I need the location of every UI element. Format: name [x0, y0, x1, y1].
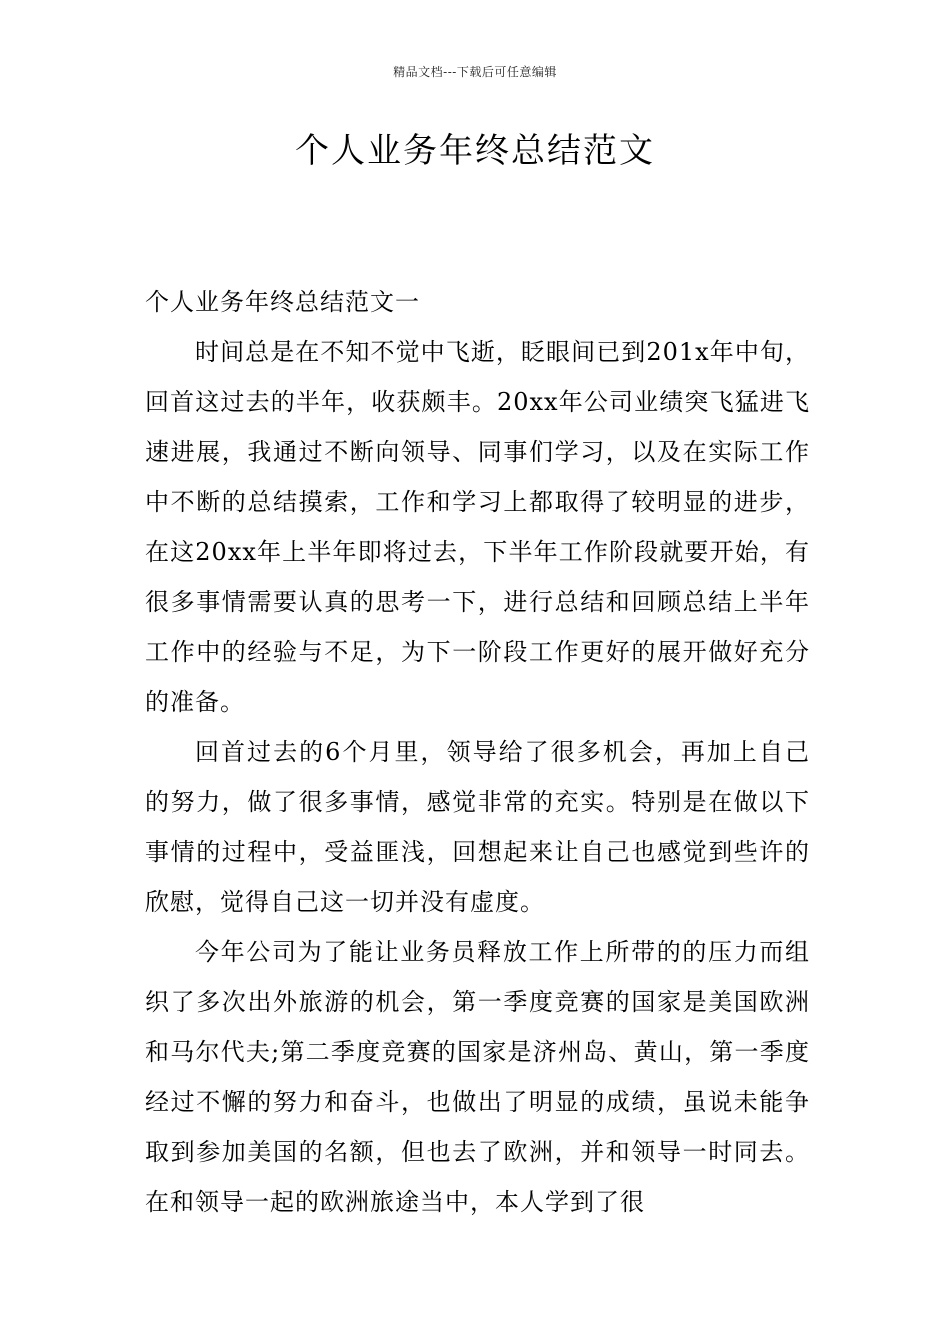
section-heading: 个人业务年终总结范文一: [145, 288, 420, 316]
document-title: 个人业务年终总结范文: [295, 131, 655, 171]
paragraph: 时间总是在不知不觉中飞逝，眨眼间已到201x年中旬，回首这过去的半年，收获颇丰。20xx年公司业绩突飞猛进飞速进展，我通过不断向领导、同事们学习，以及在实际工作中不断的总结摸索，工作和学习上都取得了较明显的进步，在这20xx年上半年即将过去，下半年工作阶段就要开始，有很多事情需要认真的思考一下，进行总结和回顾总结上半年工作中的经验与不足，为下一阶段工作更好的展开做好充分的准备。: [145, 338, 810, 716]
header-note: 精品文档---下载后可任意编辑: [393, 65, 557, 79]
paragraph: 回首过去的6个月里，领导给了很多机会，再加上自己的努力，做了很多事情，感觉非常的充实。特别是在做以下事情的过程中，受益匪浅，回想起来让自己也感觉到些许的欣慰，觉得自己这一切并没有虚度。: [145, 738, 810, 916]
document-body: [145, 277, 810, 1227]
paragraph: 今年公司为了能让业务员释放工作上所带的的压力而组织了多次出外旅游的机会，第一季度竞赛的国家是美国欧洲和马尔代夫;第二季度竞赛的国家是济州岛、黄山，第一季度经过不懈的努力和奋斗，也做出了明显的成绩，虽说未能争取到参加美国的名额，但也去了欧洲，并和领导一时同去。在和领导一起的欧洲旅途当中，本人学到了很: [145, 938, 810, 1216]
